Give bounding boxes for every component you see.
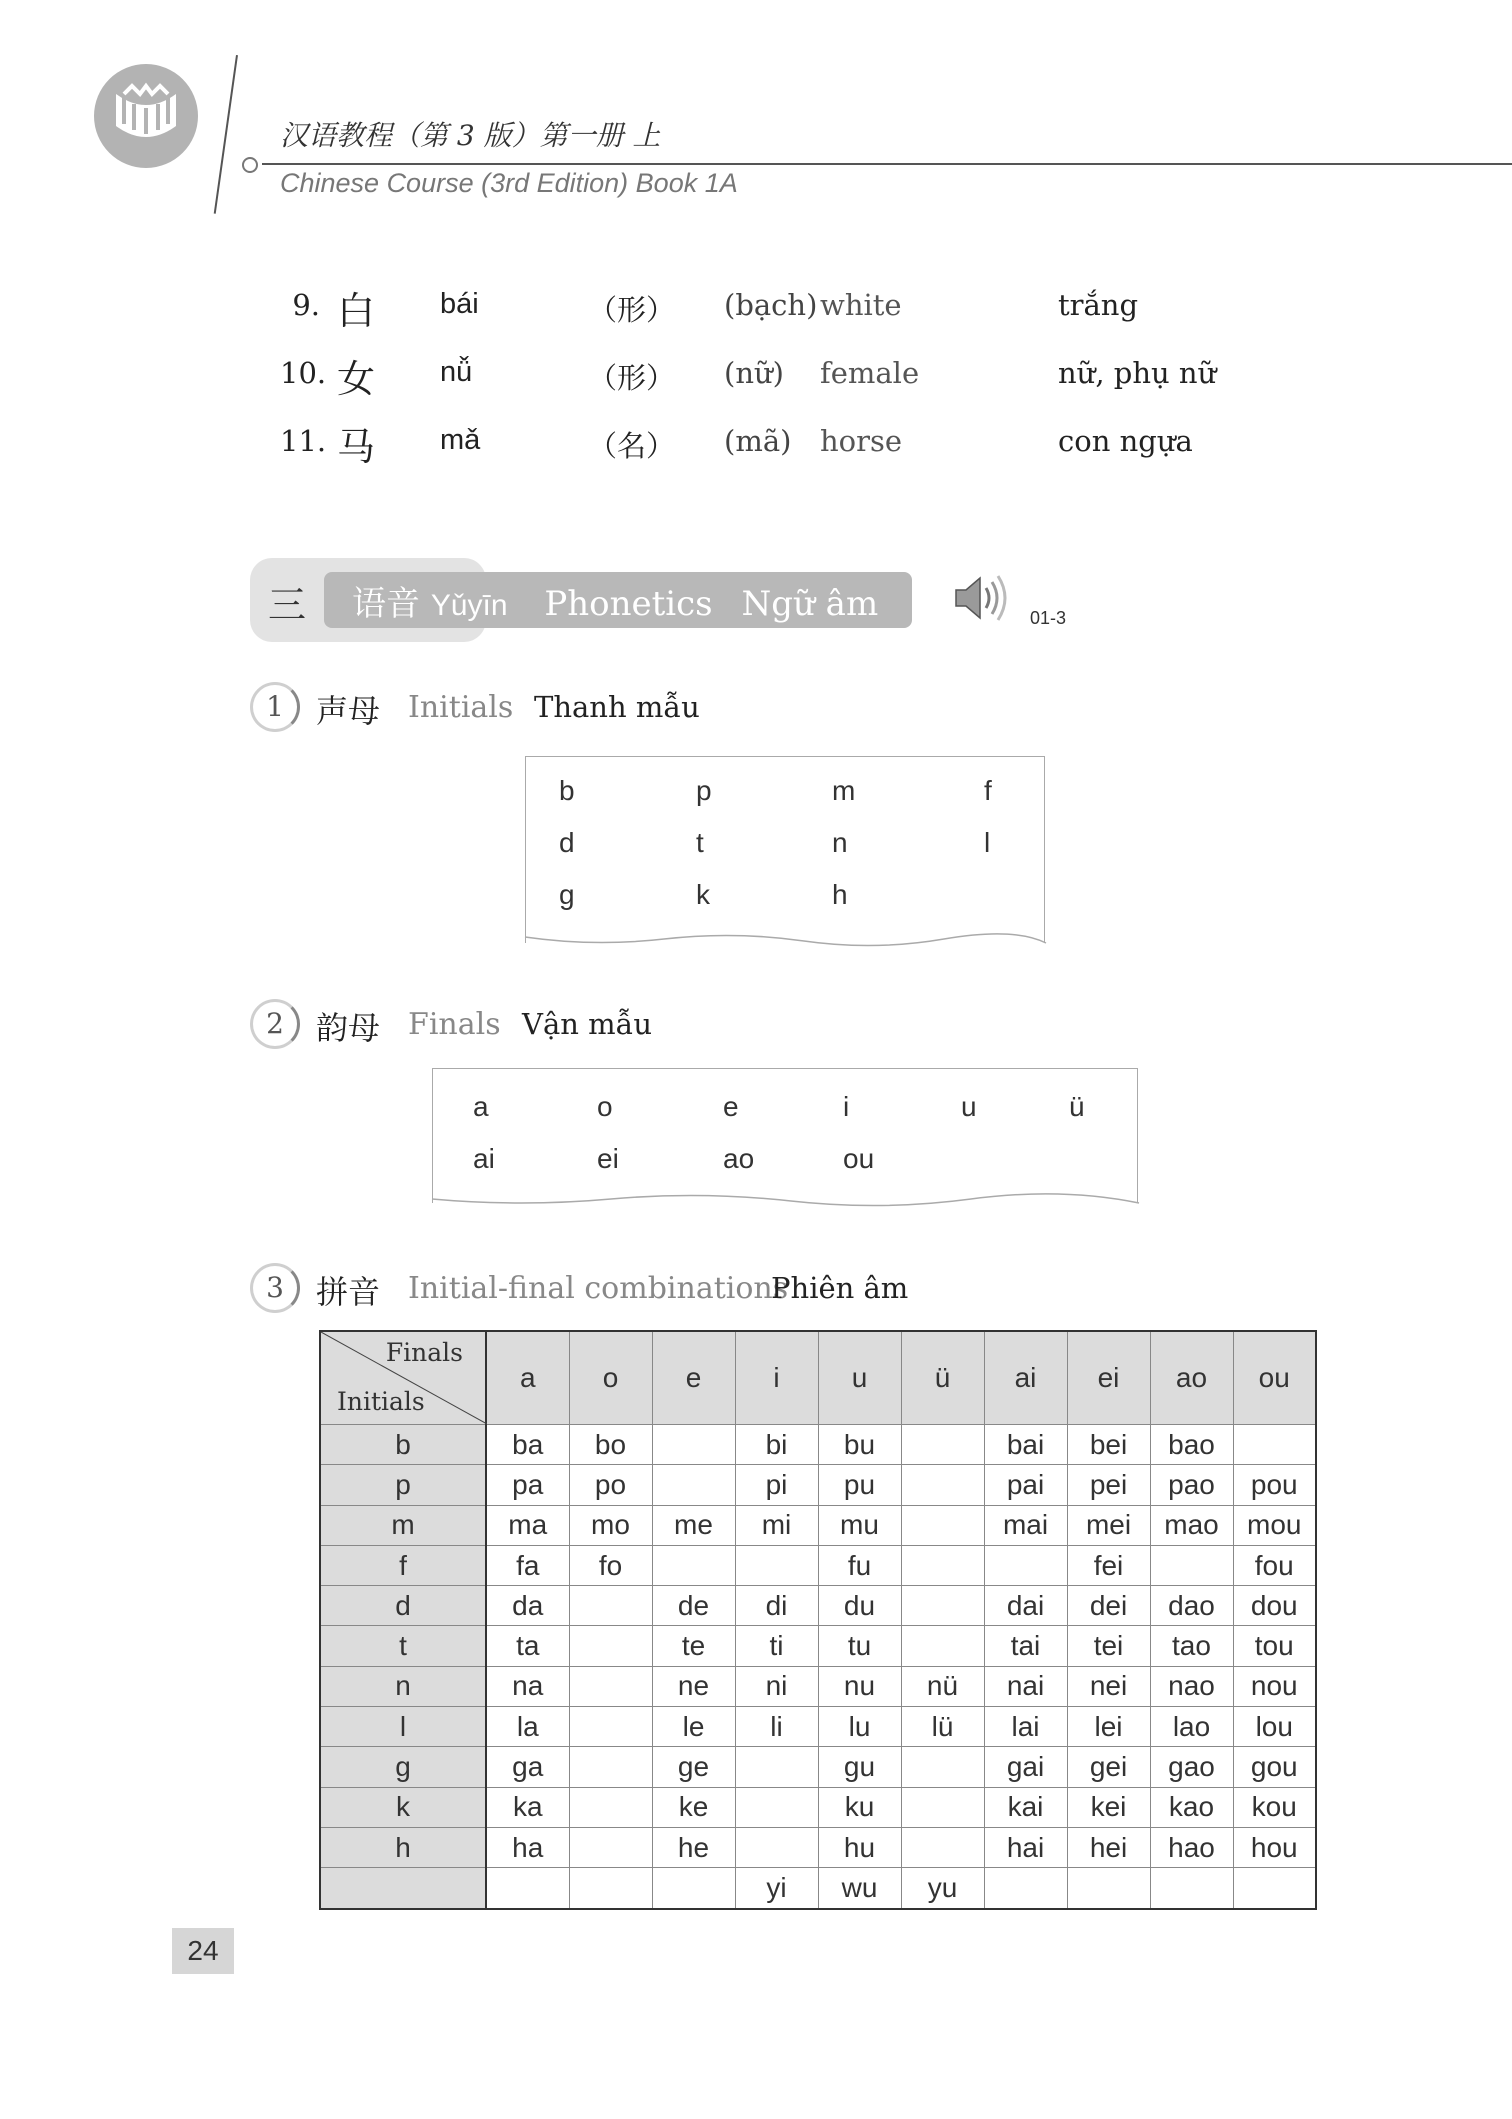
syllable-cell: mou (1233, 1505, 1316, 1545)
initial-letter: m (832, 775, 856, 806)
syllable-cell: hai (984, 1827, 1067, 1867)
speaker-icon[interactable] (952, 570, 1012, 630)
final-letter: i (843, 1091, 850, 1122)
syllable-cell (1233, 1868, 1316, 1909)
syllable-cell: gu (818, 1747, 901, 1787)
subsection-title-chinese: 声母 (316, 692, 381, 730)
initials-box (525, 756, 1045, 943)
header-rule-dot (242, 157, 258, 173)
syllable-cell: pi (735, 1465, 818, 1505)
subsection-title-english: Initials (408, 690, 514, 725)
syllable-cell: fo (569, 1545, 652, 1585)
syllable-cell: li (735, 1707, 818, 1747)
subsection-number: 3 (250, 1263, 300, 1313)
initial-letter: n (832, 827, 848, 858)
syllable-cell: da (486, 1586, 569, 1626)
vocab-number: 10. (280, 356, 327, 390)
vocab-row (0, 288, 1512, 348)
syllable-cell: mo (569, 1505, 652, 1545)
final-column-header: ei (1067, 1331, 1150, 1425)
book-title-chinese: 汉语教程（第 3 版）第一册 上 (280, 119, 661, 152)
header-rule (262, 163, 1512, 165)
vocab-part-of-speech: （名） (588, 429, 676, 463)
syllable-cell (735, 1545, 818, 1585)
final-letter: ü (1069, 1091, 1085, 1122)
syllable-cell: di (735, 1586, 818, 1626)
vocab-row (0, 356, 1512, 416)
syllable-cell: te (652, 1626, 735, 1666)
syllable-cell (735, 1747, 818, 1787)
vocab-pinyin: nǚ (440, 356, 473, 388)
final-column-header: ao (1150, 1331, 1233, 1425)
subsection-title-english: Finals (408, 1007, 501, 1042)
syllable-cell (652, 1868, 735, 1909)
syllable-cell: lai (984, 1707, 1067, 1747)
syllable-cell: lü (901, 1707, 984, 1747)
book-logo-icon (94, 64, 198, 168)
subsection-number: 2 (250, 999, 300, 1049)
section-title-pinyin: Yǔyīn (430, 589, 508, 622)
audio-track-code: 01-3 (1030, 608, 1067, 628)
syllable-cell (569, 1586, 652, 1626)
syllable-cell: wu (818, 1868, 901, 1909)
syllable-cell (569, 1707, 652, 1747)
table-row (320, 1868, 1316, 1909)
final-letter: ao (723, 1143, 755, 1174)
vocab-pinyin: bái (440, 288, 479, 320)
syllable-cell (1233, 1425, 1316, 1465)
table-row (320, 1666, 1316, 1706)
initial-row-header: m (320, 1505, 486, 1545)
syllable-cell: ta (486, 1626, 569, 1666)
vocab-english: white (820, 288, 902, 322)
subsection-title-vietnamese: Vận mẫu (522, 1007, 653, 1041)
syllable-cell: na (486, 1666, 569, 1706)
syllable-cell: nei (1067, 1666, 1150, 1706)
syllable-cell: ga (486, 1747, 569, 1787)
final-column-header: a (486, 1331, 569, 1425)
initial-row-header: t (320, 1626, 486, 1666)
section-title (352, 576, 878, 625)
syllable-cell: nü (901, 1666, 984, 1706)
syllable-cell (1150, 1545, 1233, 1585)
subsection-title-english: Initial-final combinations (408, 1271, 789, 1306)
syllable-cell: mu (818, 1505, 901, 1545)
syllable-cell: hu (818, 1827, 901, 1867)
table-row (320, 1747, 1316, 1787)
vocab-vietnamese: con ngựa (1058, 424, 1193, 458)
syllable-cell: kei (1067, 1787, 1150, 1827)
initial-row-header: g (320, 1747, 486, 1787)
syllable-cell: pao (1150, 1465, 1233, 1505)
final-letter: ou (843, 1143, 875, 1174)
syllable-cell: yu (901, 1868, 984, 1909)
initial-row-header: n (320, 1666, 486, 1706)
initial-letter: t (696, 827, 704, 858)
syllable-cell: fou (1233, 1545, 1316, 1585)
syllable-cell: ke (652, 1787, 735, 1827)
header-divider (214, 55, 238, 214)
syllable-cell (1150, 1868, 1233, 1909)
subsection-title-chinese: 韵母 (316, 1009, 381, 1047)
final-column-header: ü (901, 1331, 984, 1425)
vocab-vietnamese: nữ, phụ nữ (1058, 356, 1217, 390)
syllable-cell (569, 1868, 652, 1909)
syllable-cell: pei (1067, 1465, 1150, 1505)
table-row (320, 1626, 1316, 1666)
syllable-cell: fei (1067, 1545, 1150, 1585)
syllable-cell: bo (569, 1425, 652, 1465)
table-row (320, 1707, 1316, 1747)
syllable-cell (984, 1545, 1067, 1585)
vocab-sino-vietnamese: (nữ) (724, 356, 784, 390)
syllable-cell: kao (1150, 1787, 1233, 1827)
syllable-cell (901, 1827, 984, 1867)
initial-letter: k (696, 879, 710, 910)
syllable-cell (569, 1747, 652, 1787)
syllable-cell: ha (486, 1827, 569, 1867)
vocab-row (0, 424, 1512, 484)
vocab-number: 11. (280, 424, 327, 458)
syllable-cell: hao (1150, 1827, 1233, 1867)
vocab-vietnamese: trắng (1058, 288, 1139, 322)
section-title-vietnamese: Ngữ âm (741, 584, 879, 624)
syllable-cell: du (818, 1586, 901, 1626)
initial-row-header: p (320, 1465, 486, 1505)
syllable-cell: la (486, 1707, 569, 1747)
syllable-cell (901, 1586, 984, 1626)
section-title-english: Phonetics (544, 584, 713, 624)
finals-box (432, 1068, 1138, 1203)
syllable-cell: mei (1067, 1505, 1150, 1545)
final-column-header: i (735, 1331, 818, 1425)
final-letter: ai (473, 1143, 495, 1174)
section-number: 三 (268, 583, 307, 627)
syllable-cell: tu (818, 1626, 901, 1666)
syllable-cell: le (652, 1707, 735, 1747)
vocab-character: 白 (337, 289, 376, 333)
syllable-cell: nou (1233, 1666, 1316, 1706)
final-letter: a (473, 1091, 489, 1122)
vocab-sino-vietnamese: (bạch) (724, 288, 818, 322)
syllable-cell: po (569, 1465, 652, 1505)
table-row (320, 1545, 1316, 1585)
syllable-cell: kou (1233, 1787, 1316, 1827)
syllable-cell (901, 1787, 984, 1827)
table-row (320, 1425, 1316, 1465)
table-corner-header (320, 1331, 486, 1425)
initial-letter: p (696, 775, 712, 806)
syllable-cell (735, 1787, 818, 1827)
syllable-cell: mai (984, 1505, 1067, 1545)
syllable-cell: pa (486, 1465, 569, 1505)
final-column-header: ou (1233, 1331, 1316, 1425)
syllable-cell (486, 1868, 569, 1909)
syllable-cell: tou (1233, 1626, 1316, 1666)
initial-row-header: k (320, 1787, 486, 1827)
final-column-header: u (818, 1331, 901, 1425)
syllable-cell (652, 1545, 735, 1585)
syllable-cell (901, 1747, 984, 1787)
table-row (320, 1465, 1316, 1505)
table-row (320, 1505, 1316, 1545)
vocab-part-of-speech: （形） (588, 293, 676, 327)
initial-row-header: f (320, 1545, 486, 1585)
initial-row-header: d (320, 1586, 486, 1626)
syllable-cell (569, 1626, 652, 1666)
syllable-cell (569, 1666, 652, 1706)
subsection-title-vietnamese: Thanh mẫu (534, 690, 700, 724)
syllable-cell: ma (486, 1505, 569, 1545)
syllable-cell: nu (818, 1666, 901, 1706)
final-letter: e (723, 1091, 739, 1122)
table-row (320, 1827, 1316, 1867)
initial-row-header: b (320, 1425, 486, 1465)
subsection-title-vietnamese: Phiên âm (771, 1271, 909, 1305)
syllable-cell: tao (1150, 1626, 1233, 1666)
syllable-cell (652, 1425, 735, 1465)
syllable-cell: lao (1150, 1707, 1233, 1747)
subsection-title-chinese: 拼音 (316, 1273, 381, 1311)
syllable-cell (901, 1505, 984, 1545)
syllable-cell: gai (984, 1747, 1067, 1787)
vocab-english: horse (820, 424, 903, 458)
vocab-character: 马 (337, 425, 376, 469)
initial-letter: b (559, 775, 575, 806)
corner-initials-label: Initials (337, 1387, 425, 1416)
syllable-cell: bao (1150, 1425, 1233, 1465)
syllable-cell: fu (818, 1545, 901, 1585)
syllable-cell: nao (1150, 1666, 1233, 1706)
syllable-cell: lei (1067, 1707, 1150, 1747)
syllable-cell: mao (1150, 1505, 1233, 1545)
syllable-cell: ka (486, 1787, 569, 1827)
vocab-sino-vietnamese: (mã) (724, 424, 792, 458)
syllable-cell (901, 1545, 984, 1585)
syllable-cell: dou (1233, 1586, 1316, 1626)
initial-letter: h (832, 879, 848, 910)
syllable-cell (652, 1465, 735, 1505)
syllable-cell (1067, 1868, 1150, 1909)
syllable-cell: ba (486, 1425, 569, 1465)
initial-letter: f (984, 775, 992, 806)
syllable-cell: bei (1067, 1425, 1150, 1465)
page-number: 24 (172, 1928, 234, 1974)
syllable-cell: lu (818, 1707, 901, 1747)
final-column-header: o (569, 1331, 652, 1425)
combination-table (319, 1330, 1317, 1910)
vocab-character: 女 (337, 357, 376, 401)
syllable-cell: gei (1067, 1747, 1150, 1787)
syllable-cell: gou (1233, 1747, 1316, 1787)
corner-finals-label: Finals (385, 1338, 463, 1367)
syllable-cell: bi (735, 1425, 818, 1465)
syllable-cell: ge (652, 1747, 735, 1787)
syllable-cell: ne (652, 1666, 735, 1706)
syllable-cell: fa (486, 1545, 569, 1585)
initial-row-header (320, 1868, 486, 1909)
initial-letter: d (559, 827, 575, 858)
syllable-cell: dei (1067, 1586, 1150, 1626)
syllable-cell (569, 1827, 652, 1867)
syllable-cell (901, 1465, 984, 1505)
syllable-cell: tai (984, 1626, 1067, 1666)
table-row (320, 1787, 1316, 1827)
syllable-cell: dai (984, 1586, 1067, 1626)
subsection-number: 1 (250, 682, 300, 732)
syllable-cell: hei (1067, 1827, 1150, 1867)
syllable-cell: bai (984, 1425, 1067, 1465)
syllable-cell: pai (984, 1465, 1067, 1505)
syllable-cell (569, 1787, 652, 1827)
final-letter: o (597, 1091, 613, 1122)
syllable-cell: nai (984, 1666, 1067, 1706)
syllable-cell: me (652, 1505, 735, 1545)
syllable-cell (901, 1425, 984, 1465)
syllable-cell: ni (735, 1666, 818, 1706)
syllable-cell: tei (1067, 1626, 1150, 1666)
final-column-header: e (652, 1331, 735, 1425)
syllable-cell: gao (1150, 1747, 1233, 1787)
syllable-cell: kai (984, 1787, 1067, 1827)
vocab-english: female (820, 356, 920, 390)
initial-letter: l (984, 827, 991, 858)
initial-letter: g (559, 879, 575, 910)
final-letter: ei (597, 1143, 619, 1174)
final-letter: u (961, 1091, 977, 1122)
syllable-cell: he (652, 1827, 735, 1867)
syllable-cell (984, 1868, 1067, 1909)
vocab-part-of-speech: （形） (588, 361, 676, 395)
syllable-cell: lou (1233, 1707, 1316, 1747)
syllable-cell: ti (735, 1626, 818, 1666)
syllable-cell (735, 1827, 818, 1867)
initial-row-header: h (320, 1827, 486, 1867)
syllable-cell: dao (1150, 1586, 1233, 1626)
syllable-cell: bu (818, 1425, 901, 1465)
syllable-cell (901, 1626, 984, 1666)
final-column-header: ai (984, 1331, 1067, 1425)
syllable-cell: pou (1233, 1465, 1316, 1505)
syllable-cell: mi (735, 1505, 818, 1545)
initial-row-header: l (320, 1707, 486, 1747)
syllable-cell: hou (1233, 1827, 1316, 1867)
syllable-cell: de (652, 1586, 735, 1626)
book-logo (94, 64, 198, 168)
book-title-english: Chinese Course (3rd Edition) Book 1A (280, 168, 738, 198)
vocab-number: 9. (292, 288, 320, 322)
vocab-pinyin: mǎ (440, 424, 481, 456)
section-title-chinese: 语音 (352, 584, 420, 624)
syllable-cell: ku (818, 1787, 901, 1827)
table-row (320, 1586, 1316, 1626)
syllable-cell: yi (735, 1868, 818, 1909)
syllable-cell: pu (818, 1465, 901, 1505)
